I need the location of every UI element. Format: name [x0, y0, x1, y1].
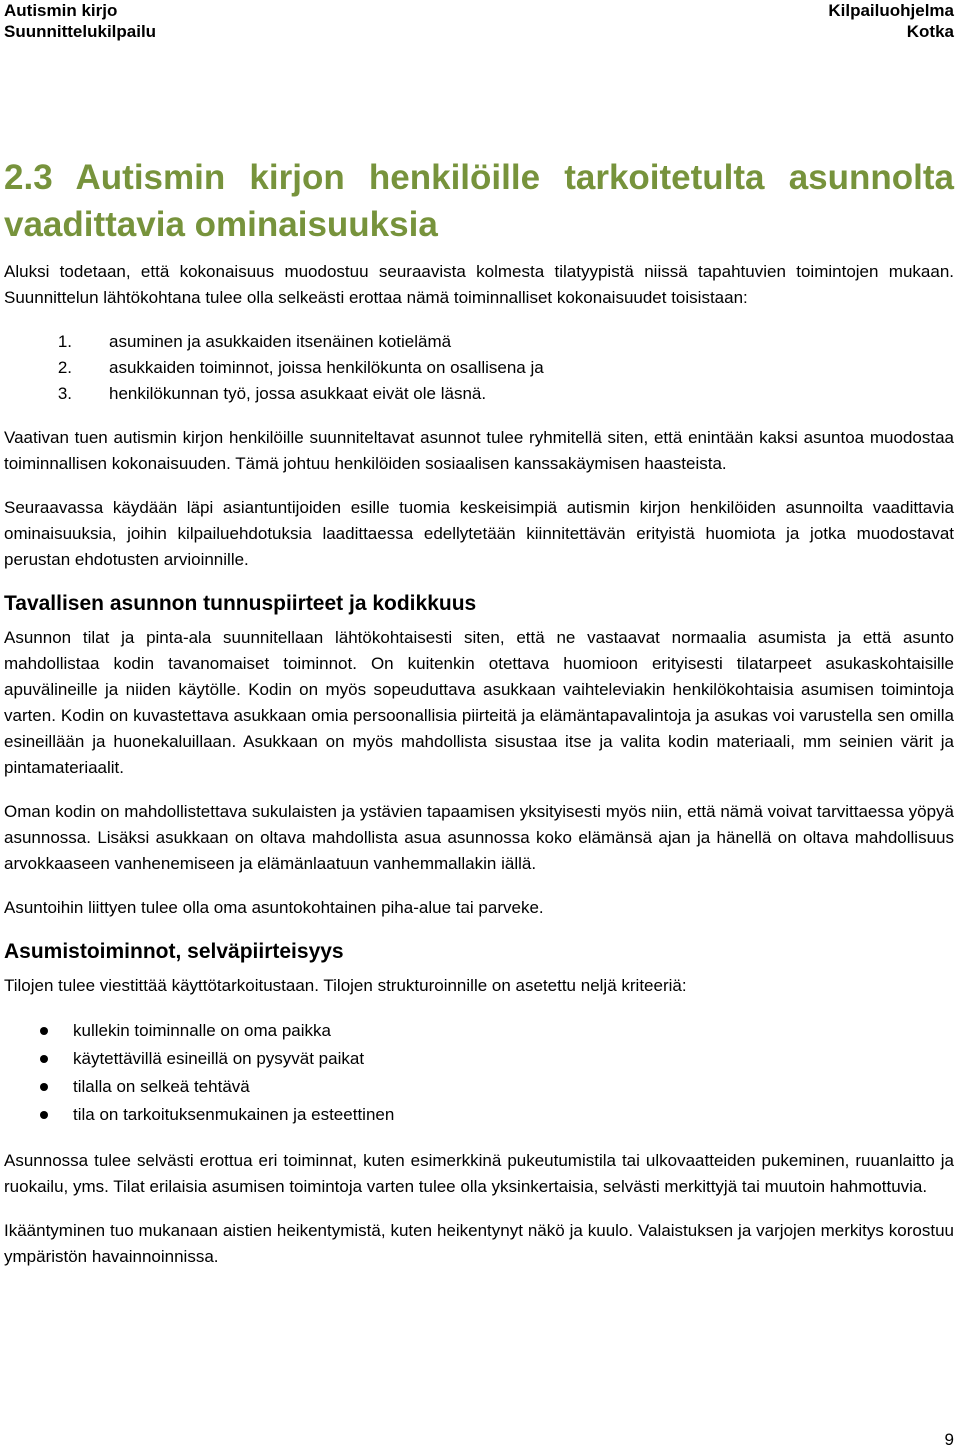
list-item [4, 1017, 954, 1045]
header-right [828, 0, 954, 42]
list-item-text: kullekin toiminnalle on oma paikka [73, 1021, 331, 1040]
subsection-heading-ordinary-home: Tavallisen asunnon tunnuspiirteet ja kodikkuus [4, 592, 477, 615]
list-number: 3. [57, 384, 72, 403]
header-city: Kotka [906, 22, 954, 41]
subsection-heading-living-functions: Asumistoiminnot, selväpiirteisyys [4, 940, 344, 963]
list-item-text: käytettävillä esineillä on pysyvät paikat [73, 1049, 365, 1068]
bullet-icon [40, 1027, 48, 1035]
paragraph: Ikääntyminen tuo mukanaan aistien heikentymistä, kuten heikentynyt näkö ja kuulo. Valaistuksen ja varjojen merkitys korostuu ympäristön havainnoinnissa. [4, 1221, 954, 1266]
header-competition-type: Suunnittelukilpailu [4, 22, 157, 41]
header-document-name: Kilpailuohjelma [828, 1, 954, 20]
criteria-list [4, 1017, 954, 1129]
paragraph: Oman kodin on mahdollistettava sukulaisten ja ystävien tapaamisen yksityisesti myös niin, että nämä voivat tarvittaessa yöpyä asunnossa. Lisäksi asukkaan on oltava mahdollista asua asunnossa koko elämänsä ajan ja hänellä on oltava mahdollisuus arvokkaaseen vanhenemiseen ja elämänlaatuun vanhemmallakin iällä. [4, 802, 954, 873]
list-item-text: asukkaiden toiminnot, joissa henkilökunta on osallisena ja [109, 358, 544, 377]
list-item [4, 329, 954, 355]
paragraph: Tilojen tulee viestittää käyttötarkoitustaan. Tilojen strukturoinnille on asetettu neljä kriteeriä: [4, 976, 687, 995]
list-number: 2. [57, 358, 72, 377]
space-type-list [4, 329, 954, 407]
list-item [4, 1101, 954, 1129]
list-item-text: tila on tarkoituksenmukainen ja esteettinen [73, 1105, 395, 1124]
section-title-line1: 2.3 Autismin kirjon henkilöille tarkoitetulta asunnolta [4, 158, 954, 197]
list-item-text: asuminen ja asukkaiden itsenäinen kotielämä [109, 332, 452, 351]
list-item [4, 1073, 954, 1101]
paragraph: Asuntoihin liittyen tulee olla oma asuntokohtainen piha-alue tai parveke. [4, 898, 544, 917]
list-item-text: tilalla on selkeä tehtävä [73, 1077, 250, 1096]
following-paragraph: Seuraavassa käydään läpi asiantuntijoiden esille tuomia keskeisimpiä autismin kirjon henkilöiden asunnoilta vaadittavia ominaisuuksia, joihin kilpailuehdotuksia laadittaessa edellytetään kiinnitettävän erityistä huomiota ja jotka muodostavat perustan ehdotusten arvioinnille. [4, 498, 954, 569]
paragraph: Asunnon tilat ja pinta-ala suunnitellaan lähtökohtaisesti siten, että ne vastaavat normaalia asumista ja että asunto mahdollistaa kodin tavanomaiset toiminnot. On kuitenkin otettava huomioon erityisesti tilatarpeet asukaskohtaisille apuvälineille ja niiden käytölle. Kodin on myös sopeuduttava asukkaan vaihteleviakin henkilökohtaisia asumisen toimintoja varten. Kodin on kuvastettava asukkaan omia persoonallisia piirteitä ja elämäntapavalintoja ja asukas voi varustella sen omilla esineillään ja huonekaluillaan. Asukkaan on myös mahdollista sisustaa itse ja valita kodin materiaali, mm seinien värit ja pintamateriaalit. [4, 628, 954, 777]
bullet-icon [40, 1055, 48, 1063]
list-number: 1. [57, 332, 72, 351]
section-title-line2: vaadittavia ominaisuuksia [4, 205, 438, 244]
section-title [4, 154, 954, 248]
header-left [4, 0, 156, 42]
header-project-name: Autismin kirjo [4, 1, 118, 20]
paragraph: Asunnossa tulee selvästi erottua eri toiminnat, kuten esimerkkinä pukeutumistila tai ulkovaatteiden pukeminen, ruuanlaitto ja ruokailu, yms. Tilat erilaisia asumisen toimintoja varten tulee olla yksinkertaisia, selvästi merkittyjä tai muutoin hahmottuvia. [4, 1151, 954, 1196]
page-content [4, 154, 954, 1270]
bullet-icon [40, 1111, 48, 1119]
bullet-icon [40, 1083, 48, 1091]
grouping-paragraph: Vaativan tuen autismin kirjon henkilöille suunniteltavat asunnot tulee ryhmitellä siten, että enintään kaksi asuntoa muodostaa toiminnallisen kokonaisuuden. Tämä johtuu henkilöiden sosiaalisen kanssakäymisen haasteista. [4, 428, 954, 473]
intro-paragraph: Aluksi todetaan, että kokonaisuus muodostuu seuraavista kolmesta tilatyypistä niissä tapahtuvien toimintojen mukaan. Suunnittelun lähtökohtana tulee olla selkeästi erottaa nämä toiminnalliset kokonaisuudet toisistaan: [4, 262, 954, 307]
page-number: 9 [944, 1430, 954, 1449]
list-item-text: henkilökunnan työ, jossa asukkaat eivät ole läsnä. [109, 384, 487, 403]
list-item [4, 1045, 954, 1073]
list-item [4, 381, 954, 407]
list-item [4, 355, 954, 381]
